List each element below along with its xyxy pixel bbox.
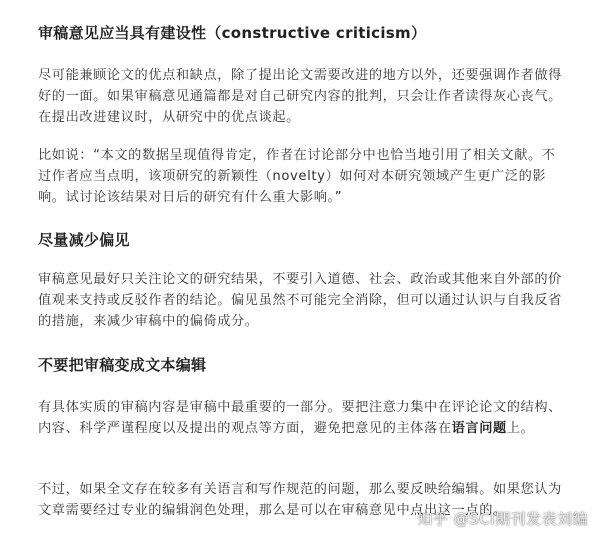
paragraph-text-after: 上。 xyxy=(506,421,535,436)
bold-term-language-issues: 语言问题 xyxy=(451,421,507,436)
section-heading-reduce-bias: 尽量减少偏见 xyxy=(38,231,130,249)
paragraph-strengths-weaknesses: 尽可能兼顾论文的优点和缺点，除了提出论文需要改进的地方以外，还要强调作者做得好的一面。如果审稿意见通篇都是对自己研究内容的批判，只会让作者读得灰心丧气。在提出改进建议时，从研究中的优点谈起。 xyxy=(38,68,562,125)
paragraph-text-before: 有具体实质的审稿内容是审稿中最重要的一部分。要把注意力集中在评论论文的结构、内容、科学严谨程度以及提出的观点等方面，避免把意见的主体落在 xyxy=(38,400,562,436)
paragraph-substantive-review xyxy=(38,397,568,439)
paragraph-language-issues: 不过，如果全文存在较多有关语言和写作规范的问题，那么要反映给编辑。如果您认为文章需要经过专业的编辑润色处理，那么是可以在审稿意见中点出这一点的。 xyxy=(38,482,562,518)
paragraph-example-quote: 比如说：“本文的数据呈现值得肯定，作者在讨论部分中也恰当地引用了相关文献。不过作者应当点明，该项研究的新颖性（novelty）如何对本研究领域产生更广泛的影响。试讨论该结果对日后的研究有什么重大影响。” xyxy=(38,148,556,205)
zhihu-watermark: 知乎 @SCI期刊发表刘编 xyxy=(417,510,588,528)
paragraph-reduce-bias: 审稿意见最好只关注论文的研究结果，不要引入道德、社会、政治或其他来自外部的价值观来支持或反驳作者的结论。偏见虽然不可能完全消除，但可以通过认识与自我反省的措施，来减少审稿中的偏倚成分。 xyxy=(38,272,562,329)
section-heading-not-text-editing: 不要把审稿变成文本编辑 xyxy=(38,356,207,374)
section-heading-constructive-criticism: 审稿意见应当具有建设性（constructive criticism） xyxy=(38,24,427,42)
